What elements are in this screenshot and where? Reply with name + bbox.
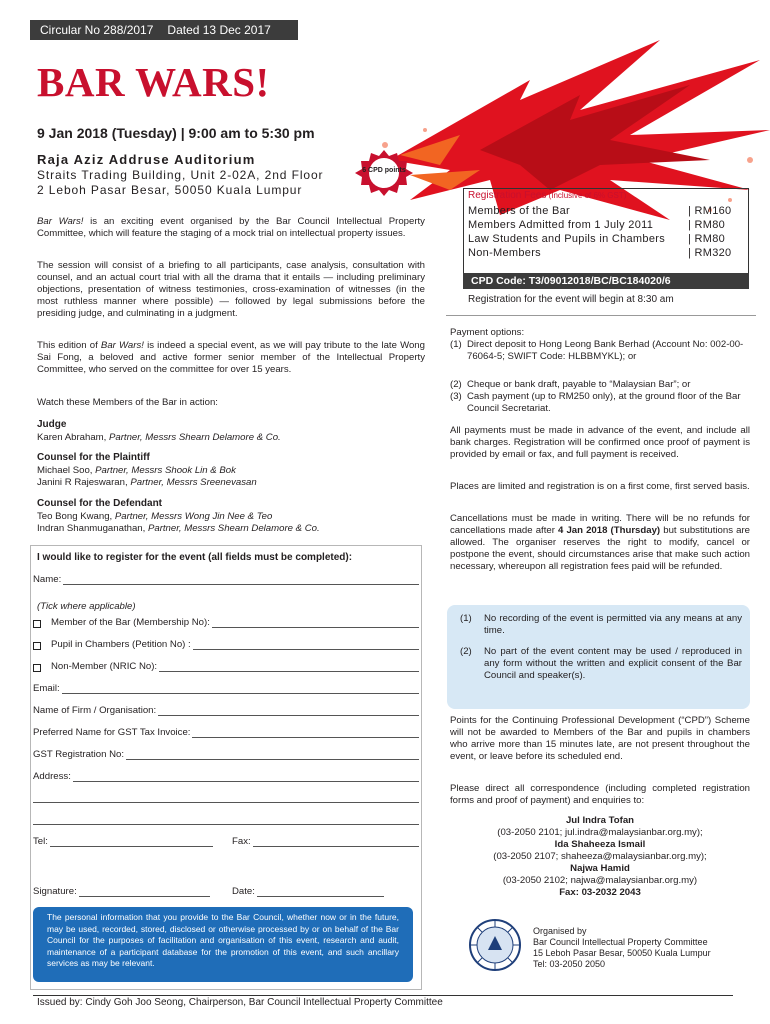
defendant-1-name: Teo Bong Kwang, [37,511,115,522]
bar-council-logo-icon [468,918,522,972]
organiser-name: Bar Council Intellectual Property Committee [533,937,708,947]
notice-item [460,613,742,637]
gst-name-label: Preferred Name for GST Tax Invoice: [33,727,191,738]
contact-fax: Fax: 03-2032 2043 [559,887,641,898]
gst-name-field[interactable] [33,727,419,738]
pupil-checkbox[interactable] [33,642,41,650]
name-field[interactable] [33,574,419,585]
payment-option [450,391,750,415]
address-line-2: 2 Leboh Pasar Besar, 50050 Kuala Lumpur [37,183,303,197]
defendant-counsel-1 [37,511,272,523]
cancel-text-b: but substitutions are allowed. The organiser reserves the right to modify, cancel or postpone the event, should circumstances arise that make such action necessary, whereupon all registration fees paid will be refunded. [450,525,750,572]
event-venue: Raja Aziz Addruse Auditorium [37,152,256,167]
defendant-counsel-2 [37,523,320,535]
event-title: BAR WARS! [37,59,270,105]
notice-text: No part of the event content may be used / reproduced in any form without the written and explicit consent of the Bar Council and speaker(s). [484,646,742,681]
fees-title-text: Registration Fees [468,190,547,201]
contact-name: Jul Indra Tofan [565,815,635,826]
nonmember-label: Non-Member (NRIC No): [51,661,158,672]
plaintiff-2-firm: Partner, Messrs Sreenevasan [130,477,257,488]
cpd-attendance-note: Points for the Continuing Professional Development (“CPD”) Scheme will not be awarded to Members of the Bar and pupils in chambers who arrive more than 15 minutes late, are not present throughout the event, or leave before its scheduled end. [450,715,750,762]
intro-italic-title: Bar Wars! [37,216,84,227]
plaintiff-1-firm: Partner, Messrs Shook Lin & Bok [95,465,236,476]
issued-by: Issued by: Cindy Goh Joo Seong, Chairperson, Bar Council Intellectual Property Committee [37,997,443,1008]
name-line[interactable] [63,575,419,585]
defendant-2-name: Indran Shanmuganathan, [37,523,148,534]
intro-p1-text: is an exciting event organised by the Bar Council Intellectual Property Committee, which will feature the staging of a mock trial on intellectual property issues. [37,216,425,239]
signature-line[interactable] [79,887,210,897]
notice-text: No recording of the event is permitted via any means at any time. [484,613,742,636]
name-label: Name: [33,574,62,585]
fees-title-note: (Inclusive of 6% GST) [546,191,627,200]
firm-field[interactable] [33,705,419,716]
address-label: Address: [33,771,71,782]
cpd-points-badge [353,148,415,198]
form-heading: I would like to register for the event (all fields must be completed): [37,552,353,563]
date-line[interactable] [257,887,384,897]
date-label: Date: [232,886,255,897]
payment-option [450,379,750,391]
payment-advance-note: All payments must be made in advance of the event, and include all bank charges. Registration will be confirmed once proof of payment is provided by email or fax, and full payment is received. [450,425,750,460]
registration-begin-time: Registration for the event will begin at 8:30 am [468,294,674,305]
contact-name: Najwa Hamid [570,863,630,874]
gst-reg-field[interactable] [33,749,419,760]
fee-label: Law Students and Pupils in Chambers [468,233,665,245]
fee-row [468,205,743,217]
payment-option [450,339,750,363]
email-line[interactable] [62,684,419,694]
tel-line[interactable] [50,837,213,847]
plaintiff-counsel-label: Counsel for the Plaintiff [37,452,150,463]
pupil-field[interactable] [33,639,419,650]
email-field[interactable] [33,683,419,694]
payment-option-text: Direct deposit to Hong Leong Bank Berhad (Account No: 002-00-76064-5; SWIFT Code: HLBBMYKL); or [467,339,744,362]
fee-amount: | RM320 [688,247,732,259]
payment-heading: Payment options: [450,327,525,338]
cancel-deadline: 4 Jan 2018 (Thursday) [558,525,661,536]
fax-label: Fax: [232,836,251,847]
judge-label: Judge [37,419,67,430]
intro-p3-b: is indeed a special event, as we will pay tribute to the late Wong Sai Fong, a beloved and active former senior member of the Intellectual Property Committee, who served on the committee for over 15 years. [37,340,425,375]
organiser-address: 15 Leboh Pasar Besar, 50050 Kuala Lumpur [533,948,711,958]
contact-list [450,815,750,899]
fee-row [468,219,743,231]
member-line[interactable] [212,618,419,628]
intro-paragraph-1 [37,216,425,240]
notice-item [460,646,742,682]
address-line-extra-1[interactable] [33,802,419,803]
fees-title [468,190,626,201]
address-line-extra-2[interactable] [33,824,419,825]
fee-row [468,247,743,259]
payment-option-number: (2) [450,379,462,390]
signature-field[interactable] [33,886,210,897]
signature-label: Signature: [33,886,77,897]
address-line-1: Straits Trading Building, Unit 2-02A, 2nd Floor [37,168,324,182]
contact-info[interactable]: (03-2050 2107; shaheeza@malaysianbar.org.my); [493,851,707,862]
member-checkbox[interactable] [33,620,41,628]
pupil-line[interactable] [193,640,419,650]
tel-field[interactable] [33,836,213,847]
judge-entry [37,432,281,444]
event-address [37,168,323,198]
contact-name: Ida Shaheeza Ismail [554,839,646,850]
plaintiff-counsel-1 [37,465,236,477]
defendant-counsel-label: Counsel for the Defendant [37,498,163,509]
correspondence-intro: Please direct all correspondence (including completed registration forms and proof of payment) and enquiries to: [450,783,750,806]
notice-number: (2) [460,646,472,657]
member-label: Member of the Bar (Membership No): [51,617,210,628]
nonmember-field[interactable] [33,661,419,672]
fee-row [468,233,743,245]
fax-field[interactable] [232,836,419,847]
fax-line[interactable] [253,837,419,847]
intro-paragraph-3 [37,340,425,376]
contact-info[interactable]: (03-2050 2101; jul.indra@malaysianbar.org.my); [497,827,703,838]
intro-p3-a: This edition of [37,340,101,351]
pupil-label: Pupil in Chambers (Petition No) : [51,639,191,650]
nonmember-line[interactable] [159,662,419,672]
organiser-tel: Tel: 03-2050 2050 [533,959,606,969]
circular-number: Circular No 288/2017 [40,23,154,37]
fee-label: Non-Members [468,247,541,259]
cpd-code: CPD Code: T3/09012018/BC/BC184020/6 [463,273,749,289]
privacy-notice: The personal information that you provide to the Bar Council, whether now or in the future, may be used, recorded, stored, disclosed or otherwise processed by or on behalf of the Bar Council for the purposes of facilitation and organisation of this event, research and audit, maintenance of a participant database for the promotion of this event, and such ancillary services as may be relevant. [33,907,413,982]
payment-option-text: Cash payment (up to RM250 only), at the ground floor of the Bar Council Secretariat. [467,391,741,414]
date-field[interactable] [232,886,384,897]
organiser-block [533,926,711,970]
gst-reg-line[interactable] [126,750,419,760]
fee-amount: | RM80 [688,219,726,231]
member-field[interactable] [33,617,419,628]
defendant-2-firm: Partner, Messrs Shearn Delamore & Co. [147,523,320,534]
intro-paragraph-2: The session will consist of a briefing to all participants, case analysis, consultation with counsel, and an actual court trial with all the drama that it entails — including preliminary objections, presentation of witness testimonies, cross-examination of witnesses (in the most ruthless manner where possible) — followed by legal submissions before the presiding judge, and culminating in a judgment. [37,260,425,319]
fee-label: Members of the Bar [468,205,570,217]
cancellation-policy [450,513,750,573]
organiser-label: Organised by [533,926,587,936]
judge-name: Karen Abraham, [37,432,109,443]
address-line[interactable] [73,772,419,782]
notice-number: (1) [460,613,472,624]
circular-date: Dated 13 Dec 2017 [167,23,271,37]
judge-firm: Partner, Messrs Shearn Delamore & Co. [109,432,281,443]
tick-instruction: (Tick where applicable) [37,601,136,612]
plaintiff-counsel-2 [37,477,257,489]
limited-places-note: Places are limited and registration is on a first come, first served basis. [450,481,750,492]
gst-name-line[interactable] [192,728,419,738]
intro-paragraph-4: Watch these Members of the Bar in action: [37,397,218,408]
contact-info[interactable]: (03-2050 2102; najwa@malaysianbar.org.my) [502,875,698,886]
gst-reg-label: GST Registration No: [33,749,124,760]
event-date-time: 9 Jan 2018 (Tuesday) | 9:00 am to 5:30 pm [37,125,315,141]
payment-option-number: (3) [450,391,462,402]
email-label: Email: [33,683,60,694]
nonmember-checkbox[interactable] [33,664,41,672]
plaintiff-1-name: Michael Soo, [37,465,96,476]
fee-label: Members Admitted from 1 July 2011 [468,219,654,231]
divider [446,315,756,316]
tel-label: Tel: [33,836,48,847]
circular-band [30,20,298,40]
defendant-1-firm: Partner, Messrs Wong Jin Nee & Teo [114,511,273,522]
footer-divider [33,995,733,996]
fee-amount: | RM160 [688,205,732,217]
fee-amount: | RM80 [688,233,726,245]
payment-option-number: (1) [450,339,462,350]
intro-p3-italic: Bar Wars! [100,340,144,351]
cpd-badge-text: 6 CPD points [362,167,406,174]
cancel-text-a: Cancellations must be made in writing. There will be no refunds for cancellations made after [450,513,750,536]
address-field[interactable] [33,771,419,782]
firm-label: Name of Firm / Organisation: [33,705,157,716]
firm-line[interactable] [158,706,419,716]
plaintiff-2-name: Janini R Rajeswaran, [37,477,131,488]
payment-option-text: Cheque or bank draft, payable to “Malaysian Bar”; or [467,379,691,390]
